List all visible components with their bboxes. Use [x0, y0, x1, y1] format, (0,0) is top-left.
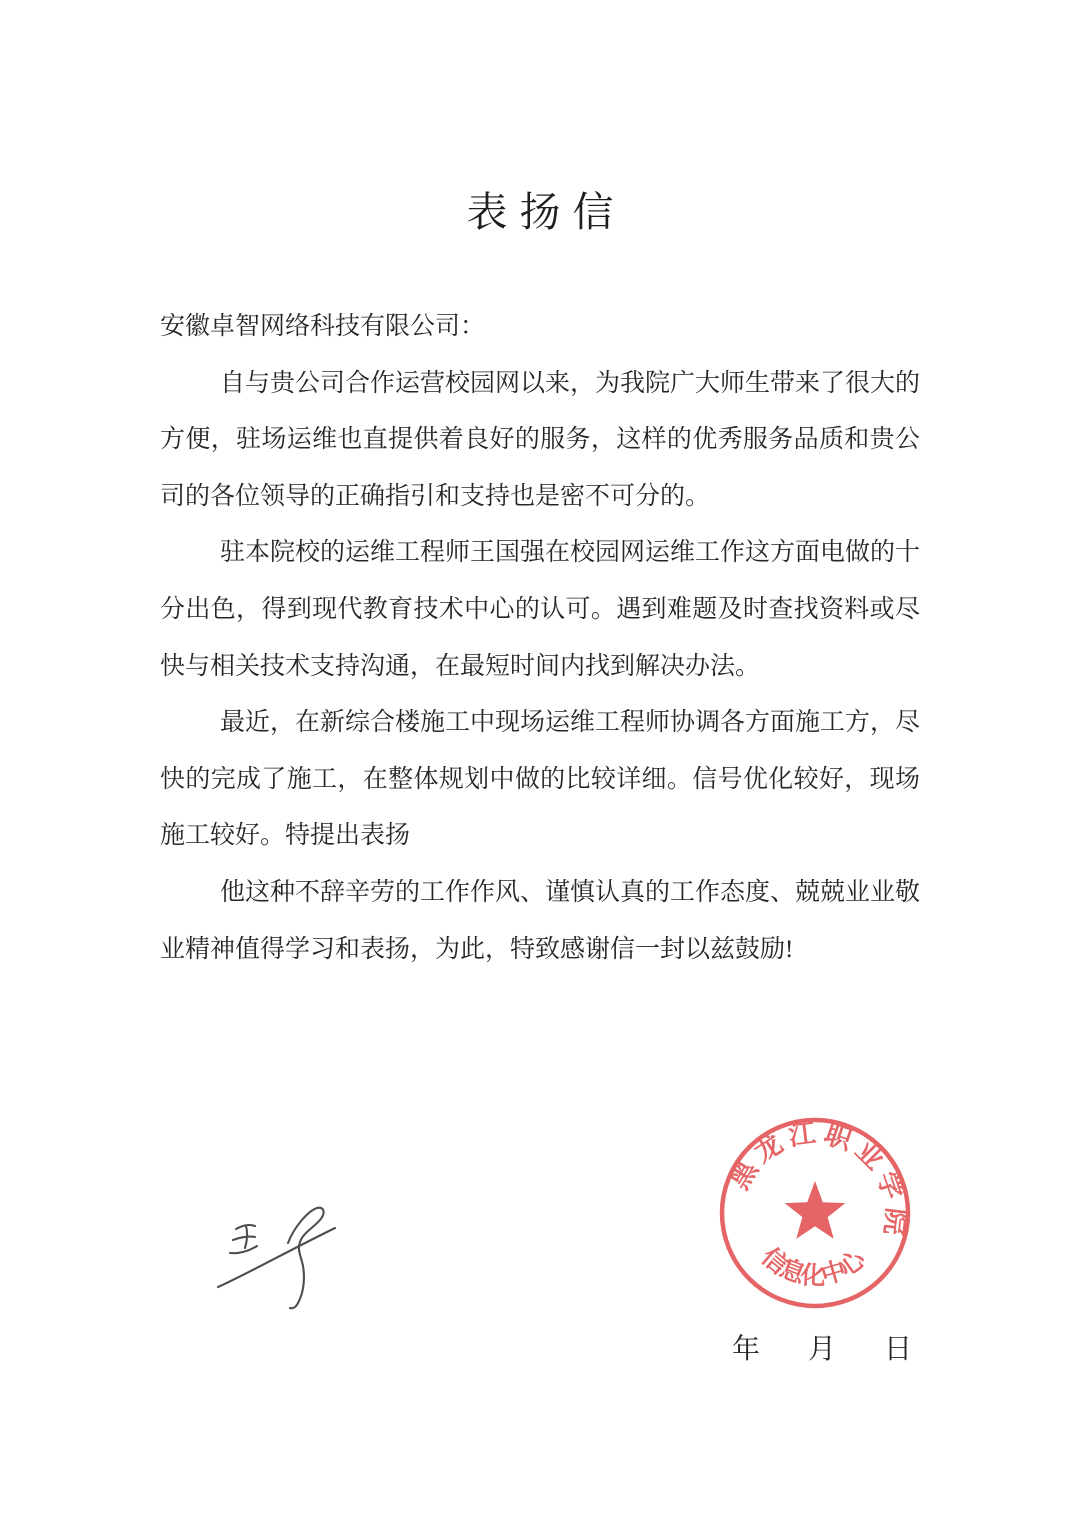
salutation: 安徽卓智网络科技有限公司： [160, 313, 486, 340]
body-paragraph: 他这种不辞辛劳的工作作风、谨慎认真的工作态度、兢兢业业敬业精神值得学习和表扬，为此，特致感谢信一封以兹鼓励! [160, 878, 921, 963]
date-line [732, 1327, 912, 1367]
body-paragraph: 自与贵公司合作运营校园网以来，为我院广大师生带来了很大的方便，驻场运维也直提供着良好的服务，这样的优秀服务品质和贵公司的各位领导的正确指引和支持也是密不可分的。 [160, 369, 921, 510]
seal-arc-text-top: 黑龙江职业学院 [724, 1117, 912, 1243]
letter-title: 表扬信 [466, 189, 626, 235]
body-paragraph: 驻本院校的运维工程师王国强在校园网运维工作这方面电做的十分出色，得到现代教育技术中心的认可。遇到难题及时查找资料或尽快与相关技术支持沟通，在最短时间内找到解决办法。 [160, 539, 921, 680]
day-label: 日 [883, 1334, 912, 1365]
official-seal [715, 1113, 915, 1313]
handwritten-signature-icon [200, 1195, 360, 1335]
letter-body [160, 299, 920, 978]
body-paragraph: 最近，在新综合楼施工中现场运维工程师协调各方面施工方，尽快的完成了施工，在整体规划中做的比较详细。信号优化较好，现场施工较好。特提出表扬 [160, 709, 921, 850]
seal-star-icon [785, 1181, 846, 1239]
seal-arc-text-bottom: 信息化中心 [756, 1243, 870, 1291]
svg-text:信息化中心 [756, 1242, 871, 1291]
month-label: 月 [807, 1334, 836, 1365]
year-label: 年 [732, 1334, 761, 1365]
